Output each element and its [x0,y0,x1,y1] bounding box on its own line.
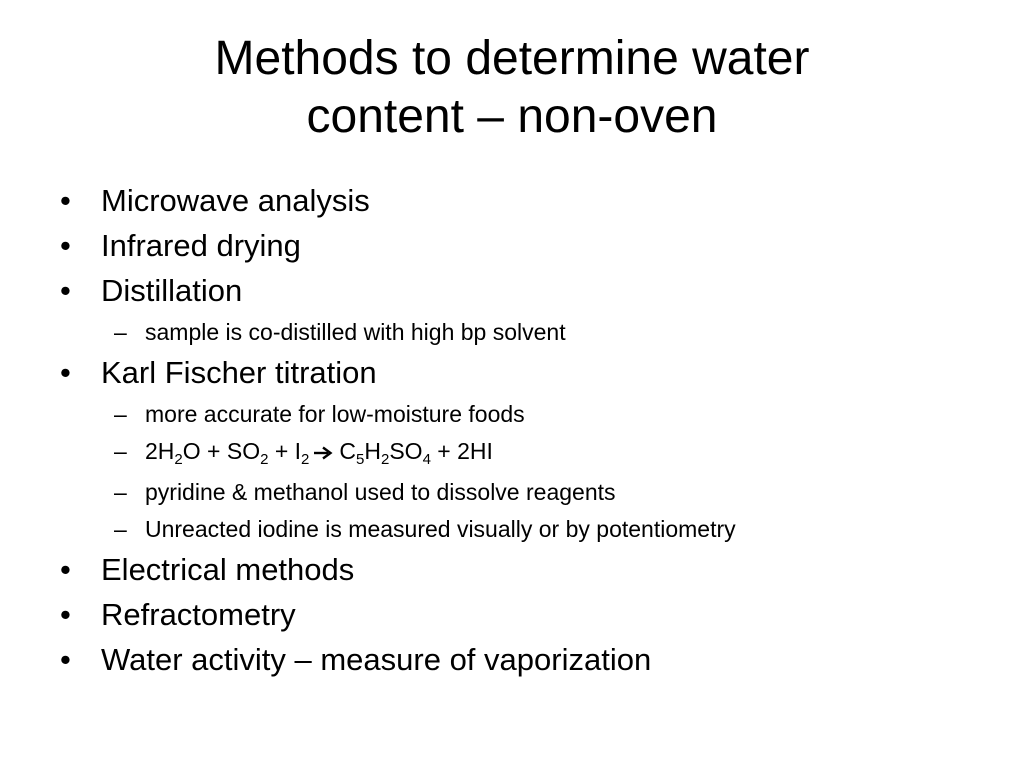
eq-subscript: 5 [356,451,365,468]
sub-bullet-text: more accurate for low-moisture foods [145,401,525,427]
sub-bullet-kf-accuracy [114,399,980,429]
bullet-mark: • [60,355,71,390]
eq-text: SO [389,438,423,464]
eq-text: C [339,438,357,464]
sub-bullet-text: Unreacted iodine is measured visually or by potentiometry [145,516,736,542]
bullet-item-distillation [60,272,980,310]
sub-bullet-text: pyridine & methanol used to dissolve reagents [145,479,616,505]
sub-bullet-kf-equation [114,436,980,470]
bullet-item-karl-fischer [60,354,980,392]
bullet-text: Microwave analysis [101,183,370,218]
eq-subscript: 2 [174,451,183,468]
bullet-mark: • [60,552,71,587]
sub-bullet-kf-iodine [114,514,980,544]
bullet-item-microwave [60,182,980,220]
sub-bullet-mark: – [114,438,127,464]
right-arrow-icon [313,446,333,460]
eq-subscript: 2 [301,451,310,468]
sub-bullet-mark: – [114,479,127,505]
bullet-mark: • [60,642,71,677]
eq-text: + I [268,438,302,464]
slide-title [112,30,912,146]
bullet-text: Water activity – measure of vaporization [101,642,652,677]
eq-subscript: 2 [380,451,390,468]
bullet-mark: • [60,273,71,308]
sub-bullet-mark: – [114,319,127,345]
bullet-text: Electrical methods [101,552,355,587]
sub-bullet-mark: – [114,401,127,427]
eq-text: 2H [145,438,175,464]
bullet-text: Distillation [101,273,243,308]
bullet-mark: • [60,597,71,632]
bullet-mark: • [60,183,71,218]
title-line-2: content – non-oven [306,90,718,143]
bullet-item-refractometry [60,596,980,634]
eq-subscript: 2 [260,451,269,468]
title-line-1: Methods to determine water [214,32,810,85]
bullet-item-water-activity [60,641,980,679]
bullet-text: Karl Fischer titration [101,355,377,390]
chemical-equation [145,438,493,468]
sub-bullet-kf-reagents [114,477,980,507]
eq-text: + 2HI [430,438,493,464]
eq-text: O + SO [182,438,261,464]
sub-bullet-distillation-solvent [114,317,980,347]
eq-text: H [364,438,381,464]
bullet-mark: • [60,228,71,263]
bullet-text: Refractometry [101,597,296,632]
bullet-item-infrared [60,227,980,265]
eq-subscript: 4 [422,451,431,468]
bullet-text: Infrared drying [101,228,301,263]
bullet-item-electrical [60,551,980,589]
sub-bullet-text: sample is co-distilled with high bp solvent [145,319,566,345]
bullet-list [60,182,980,686]
sub-bullet-mark: – [114,516,127,542]
